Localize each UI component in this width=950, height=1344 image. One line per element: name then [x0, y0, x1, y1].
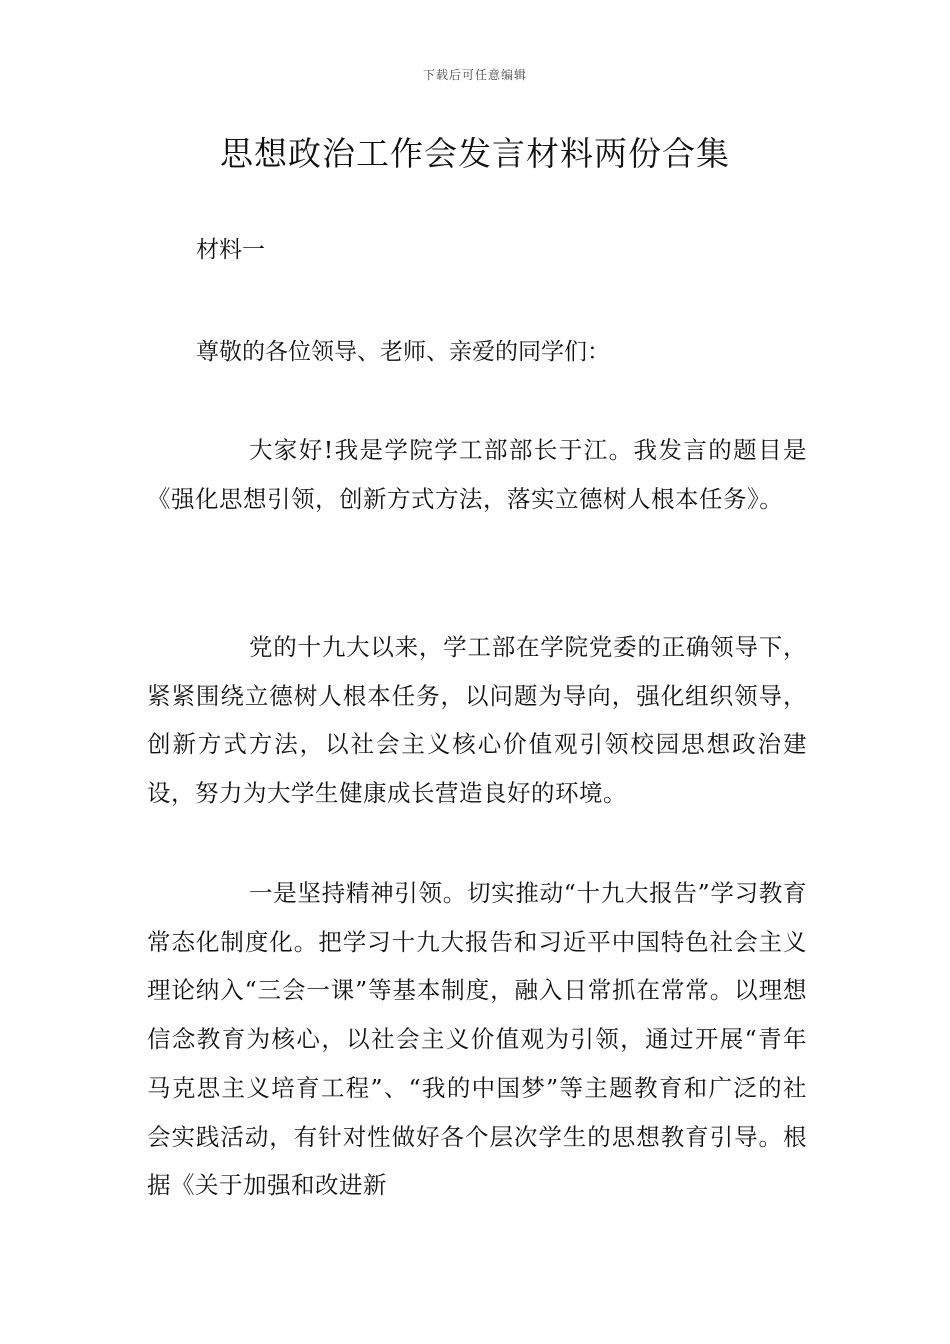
header-note: 下载后可任意编辑 [422, 68, 527, 82]
body-paragraph-2: 党的十九大以来，学工部在学院党委的正确领导下，紧紧围绕立德树人根本任务，以问题为导向，强化组织领导，创新方式方法，以社会主义核心价值观引领校园思想政治建设，努力为大学生健康成长营造良好的环境。 [147, 633, 807, 808]
section-label: 材料一 [196, 237, 265, 263]
salutation: 尊敬的各位领导、老师、亲爱的同学们： [196, 339, 610, 365]
body-paragraph-1: 大家好!我是学院学工部部长于江。我发言的题目是《强化思想引领，创新方式方法，落实立德树人根本任务》。 [147, 436, 807, 513]
document-title: 思想政治工作会发言材料两份合集 [220, 134, 730, 173]
body-paragraph-3: 一是坚持精神引领。切实推动“十九大报告”学习教育常态化制度化。把学习十九大报告和习近平中国特色社会主义理论纳入“三会一课”等基本制度，融入日常抓在常常。以理想信念教育为核心，以社会主义价值观为引领，通过开展“青年马克思主义培育工程”、“我的中国梦”等主题教育和广泛的社会实践活动，有针对性做好各个层次学生的思想教育引导。根据《关于加强和改进新 [147, 879, 807, 1200]
